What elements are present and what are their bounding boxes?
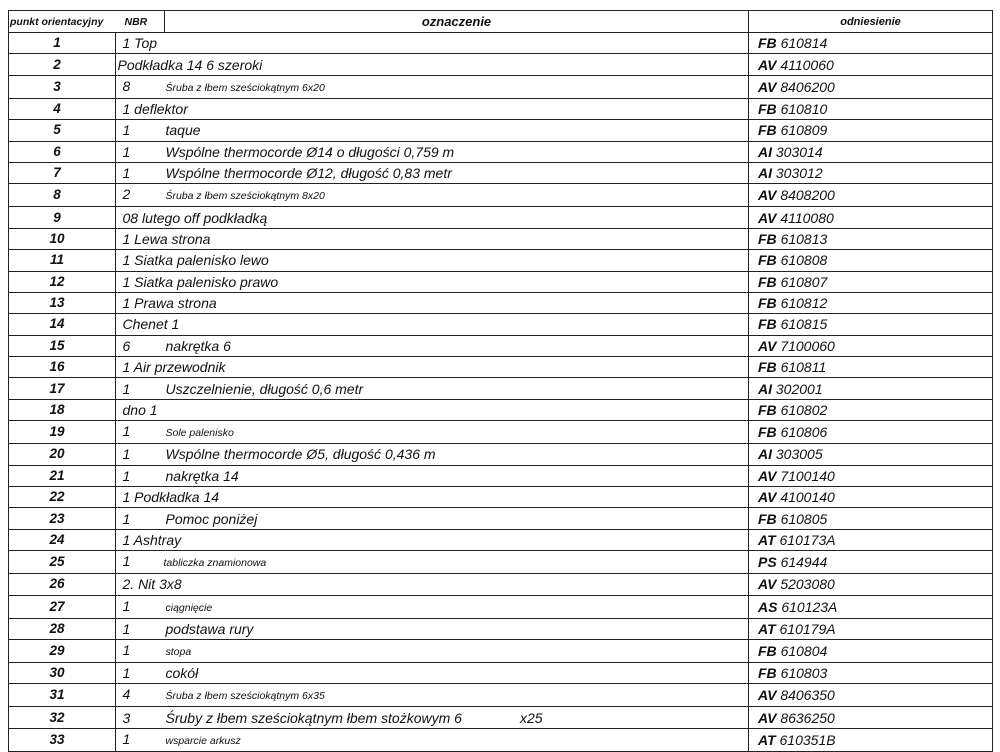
row-designation xyxy=(123,444,707,464)
row-point: 25 xyxy=(9,551,116,574)
header-designation: oznaczenie xyxy=(165,11,749,33)
row-reference xyxy=(749,184,993,207)
row-point: 11 xyxy=(9,250,116,271)
row-point: 3 xyxy=(9,75,116,98)
reference-code: 610810 xyxy=(780,100,828,117)
row-point: 2 xyxy=(9,54,116,75)
row-point: 33 xyxy=(9,728,116,751)
row-nbr: 1 Top xyxy=(122,35,158,52)
row-designation xyxy=(123,400,707,420)
row-point: 10 xyxy=(9,228,116,249)
row-designation-cell xyxy=(122,639,749,662)
table-row xyxy=(9,75,993,98)
row-designation-cell xyxy=(122,508,749,529)
row-designation xyxy=(123,596,707,618)
reference-code: 303005 xyxy=(775,446,823,463)
row-nbr: 1 xyxy=(122,165,131,182)
table-row xyxy=(9,728,993,751)
row-designation xyxy=(123,684,707,706)
table-row xyxy=(9,595,993,618)
reference-prefix: FB xyxy=(758,230,777,247)
row-designation xyxy=(123,640,707,662)
row-designation xyxy=(123,33,707,53)
table-row xyxy=(9,551,993,574)
reference-prefix: FB xyxy=(758,316,777,333)
row-designation xyxy=(123,357,707,377)
reference-prefix: FB xyxy=(758,642,777,659)
row-designation-cell xyxy=(122,33,749,54)
row-point: 17 xyxy=(9,378,116,399)
row-label-extra: x25 xyxy=(519,709,543,726)
table-row xyxy=(9,207,993,228)
row-nbr: 1 xyxy=(122,641,131,658)
row-point: 1 xyxy=(9,33,116,54)
row-designation-cell xyxy=(117,54,749,75)
row-designation-cell xyxy=(122,707,749,728)
reference-code: 610814 xyxy=(780,35,828,52)
reference-code: 610809 xyxy=(780,122,828,139)
reference-prefix: AV xyxy=(758,467,777,484)
reference-prefix: AV xyxy=(758,187,777,204)
row-point: 19 xyxy=(9,421,116,444)
table-row xyxy=(9,684,993,707)
row-nbr: 1 xyxy=(122,553,131,570)
row-designation-cell xyxy=(122,250,749,271)
table-row xyxy=(9,271,993,292)
reference-prefix: AV xyxy=(758,337,777,354)
row-nbr: 6 xyxy=(122,337,131,354)
table-row xyxy=(9,707,993,728)
row-nbr: 1 xyxy=(122,620,131,637)
row-reference xyxy=(749,292,993,313)
row-designation xyxy=(123,76,707,98)
reference-code: 4110080 xyxy=(780,209,834,226)
row-designation xyxy=(123,487,707,507)
table-row xyxy=(9,250,993,271)
row-nbr: 3 xyxy=(122,709,131,726)
reference-prefix: AS xyxy=(758,598,778,615)
row-point: 14 xyxy=(9,314,116,335)
reference-code: 610173A xyxy=(779,532,836,548)
reference-code: 610351B xyxy=(779,731,836,748)
reference-code: 610811 xyxy=(780,359,827,376)
reference-code: 8408200 xyxy=(780,187,835,204)
row-reference xyxy=(749,618,993,639)
row-point: 4 xyxy=(9,98,116,119)
reference-code: 610123A xyxy=(781,598,838,615)
row-designation xyxy=(123,208,707,228)
row-point: 6 xyxy=(9,141,116,162)
row-nbr: 1 xyxy=(122,143,131,160)
table-row xyxy=(9,508,993,529)
row-designation-cell xyxy=(122,444,749,465)
table-row xyxy=(9,487,993,508)
row-point: 9 xyxy=(9,207,116,228)
row-designation-cell xyxy=(122,662,749,683)
row-designation-cell xyxy=(122,728,749,751)
row-designation-cell xyxy=(122,595,749,618)
row-reference xyxy=(749,444,993,465)
row-designation xyxy=(123,708,707,728)
reference-prefix: AV xyxy=(758,209,777,226)
reference-prefix: PS xyxy=(758,554,777,571)
row-point: 28 xyxy=(9,618,116,639)
row-nbr: 1 xyxy=(122,446,131,463)
row-designation xyxy=(123,379,707,399)
row-designation-cell xyxy=(122,162,749,183)
row-designation-cell xyxy=(122,141,749,162)
row-designation xyxy=(123,729,707,751)
row-designation-cell xyxy=(122,271,749,292)
row-nbr: 1 Siatka palenisko lewo xyxy=(122,252,269,269)
table-row xyxy=(9,378,993,399)
row-label: podstawa rury xyxy=(165,620,254,637)
reference-code: 4110060 xyxy=(780,56,834,73)
reference-prefix: FB xyxy=(758,510,777,527)
row-label: ciągnięcie xyxy=(165,601,213,614)
row-label: Śruby z łbem sześciokątnym łbem stożkowym 6 xyxy=(165,709,462,726)
row-reference xyxy=(749,574,993,595)
row-reference xyxy=(749,595,993,618)
table-row xyxy=(9,639,993,662)
row-point: 8 xyxy=(9,184,116,207)
row-point: 12 xyxy=(9,271,116,292)
reference-code: 610803 xyxy=(780,665,828,682)
row-designation xyxy=(123,250,707,270)
table-row xyxy=(9,120,993,141)
reference-prefix: FB xyxy=(758,359,777,376)
reference-prefix: AT xyxy=(758,731,776,748)
row-nbr: 1 Podkładka 14 xyxy=(122,489,220,506)
reference-code: 610815 xyxy=(780,316,828,333)
row-reference xyxy=(749,707,993,728)
row-point: 15 xyxy=(9,335,116,356)
row-reference xyxy=(749,487,993,508)
reference-code: 610808 xyxy=(780,252,828,269)
reference-code: 610802 xyxy=(780,402,828,419)
row-designation-cell xyxy=(122,335,749,356)
row-designation-cell xyxy=(122,487,749,508)
row-nbr: 1 xyxy=(122,467,131,484)
row-label: Wspólne thermocorde Ø5, długość 0,436 m xyxy=(165,446,436,463)
table-row xyxy=(9,421,993,444)
reference-prefix: FB xyxy=(758,35,777,52)
row-reference xyxy=(749,639,993,662)
row-reference xyxy=(749,551,993,574)
row-point: 27 xyxy=(9,595,116,618)
row-reference xyxy=(749,98,993,119)
table-row xyxy=(9,162,993,183)
row-nbr: 1 Ashtray xyxy=(122,532,182,548)
row-designation xyxy=(123,663,707,683)
row-point: 29 xyxy=(9,639,116,662)
reference-code: 302001 xyxy=(775,380,823,397)
row-nbr: 1 xyxy=(122,380,131,397)
row-reference xyxy=(749,75,993,98)
table-row xyxy=(9,618,993,639)
row-designation-cell xyxy=(122,357,749,378)
table-row xyxy=(9,314,993,335)
row-point: 20 xyxy=(9,444,116,465)
reference-code: 610812 xyxy=(780,295,828,312)
row-label: Śruba z łbem sześciokątnym 6x35 xyxy=(165,690,325,703)
reference-code: 610179A xyxy=(779,620,836,637)
row-label: Wspólne thermocorde Ø12, długość 0,83 metr xyxy=(165,165,452,182)
row-designation xyxy=(123,99,707,119)
row-designation xyxy=(123,293,707,313)
row-designation xyxy=(123,184,707,206)
row-nbr: 1 xyxy=(122,665,131,682)
row-point: 24 xyxy=(9,529,116,550)
table-row xyxy=(9,184,993,207)
header-row xyxy=(9,11,993,33)
row-reference xyxy=(749,141,993,162)
table-body xyxy=(9,33,993,752)
reference-prefix: FB xyxy=(758,424,777,441)
reference-prefix: FB xyxy=(758,252,777,269)
row-designation-cell xyxy=(122,98,749,119)
reference-prefix: FB xyxy=(758,402,777,419)
reference-code: 610806 xyxy=(780,424,828,441)
table-row xyxy=(9,662,993,683)
row-designation xyxy=(123,336,707,356)
reference-code: 7100060 xyxy=(780,337,835,354)
reference-prefix: AV xyxy=(758,489,777,506)
reference-code: 610807 xyxy=(780,273,828,290)
row-designation-cell xyxy=(122,207,749,228)
row-reference xyxy=(749,662,993,683)
reference-prefix: AI xyxy=(758,165,772,182)
row-point: 30 xyxy=(9,662,116,683)
row-reference xyxy=(749,54,993,75)
row-label: cokół xyxy=(165,665,199,682)
table-row xyxy=(9,574,993,595)
reference-prefix: FB xyxy=(758,100,777,117)
row-label: wsparcie arkusz xyxy=(165,734,241,747)
row-designation-cell xyxy=(122,529,749,550)
row-reference xyxy=(749,357,993,378)
table-header xyxy=(9,11,993,33)
row-nbr: 1 Lewa strona xyxy=(122,230,211,247)
row-designation xyxy=(123,574,707,594)
reference-code: 8636250 xyxy=(780,709,835,726)
row-nbr: 2. Nit 3x8 xyxy=(122,576,182,593)
row-designation xyxy=(123,229,707,249)
row-designation xyxy=(123,466,707,486)
row-point: 26 xyxy=(9,574,116,595)
reference-prefix: AT xyxy=(758,620,776,637)
table-row xyxy=(9,292,993,313)
row-designation xyxy=(123,120,707,140)
reference-code: 610813 xyxy=(780,230,828,247)
row-nbr: 08 lutego off podkładką xyxy=(122,209,268,226)
reference-prefix: FB xyxy=(758,273,777,290)
row-nbr: 1 deflektor xyxy=(122,100,188,117)
table-row xyxy=(9,54,993,75)
reference-prefix: FB xyxy=(758,665,777,682)
row-nbr: 1 Air przewodnik xyxy=(122,359,226,376)
row-point: 23 xyxy=(9,508,116,529)
row-reference xyxy=(749,162,993,183)
row-reference xyxy=(749,271,993,292)
row-nbr: 1 xyxy=(122,423,131,440)
header-reference: odniesienie xyxy=(749,11,993,33)
row-point: 18 xyxy=(9,399,116,420)
row-point: 7 xyxy=(9,162,116,183)
reference-prefix: AV xyxy=(758,56,777,73)
row-reference xyxy=(749,421,993,444)
table-row xyxy=(9,228,993,249)
reference-code: 610804 xyxy=(780,642,828,659)
row-label: Śruba z łbem sześciokątnym 6x20 xyxy=(165,81,325,94)
row-designation-cell xyxy=(122,684,749,707)
reference-prefix: AI xyxy=(758,380,772,397)
row-reference xyxy=(749,33,993,54)
header-point: punkt orientacyjny xyxy=(9,11,116,33)
table-row xyxy=(9,98,993,119)
row-label: Śruba z łbem sześciokątnym 8x20 xyxy=(165,190,325,203)
reference-code: 5203080 xyxy=(780,576,835,593)
row-reference xyxy=(749,228,993,249)
table-row xyxy=(9,465,993,486)
row-designation-cell xyxy=(122,618,749,639)
reference-prefix: FB xyxy=(758,295,777,312)
reference-prefix: AV xyxy=(758,709,777,726)
reference-code: 8406200 xyxy=(780,78,835,95)
row-designation-cell xyxy=(122,314,749,335)
table-row xyxy=(9,33,993,54)
row-point: 22 xyxy=(9,487,116,508)
reference-code: 8406350 xyxy=(780,687,835,704)
reference-prefix: AV xyxy=(758,687,777,704)
row-reference xyxy=(749,728,993,751)
row-designation-cell xyxy=(122,228,749,249)
row-designation xyxy=(123,272,707,292)
row-point: 16 xyxy=(9,357,116,378)
table-row xyxy=(9,529,993,550)
reference-prefix: AI xyxy=(758,143,772,160)
row-designation-cell xyxy=(122,551,749,574)
row-designation-cell xyxy=(122,421,749,444)
header-nbr: NBR xyxy=(116,11,165,33)
reference-code: 614944 xyxy=(780,554,828,571)
row-nbr: 2 xyxy=(122,186,131,203)
row-designation xyxy=(118,55,702,75)
row-label: Sole palenisko xyxy=(165,427,234,440)
row-designation-cell xyxy=(122,184,749,207)
row-nbr: 8 xyxy=(122,77,131,94)
table-row xyxy=(9,444,993,465)
row-designation-cell xyxy=(122,378,749,399)
parts-list-sheet xyxy=(8,10,992,752)
table-row xyxy=(9,357,993,378)
row-nbr: dno 1 xyxy=(122,402,158,419)
row-point: 32 xyxy=(9,707,116,728)
row-reference xyxy=(749,508,993,529)
row-label: nakrętka 6 xyxy=(165,337,231,354)
row-point: 5 xyxy=(9,120,116,141)
row-label: tabliczka znamionowa xyxy=(163,557,267,570)
row-label: Wspólne thermocorde Ø14 o długości 0,759 m xyxy=(165,143,455,160)
row-label: Uszczelnienie, długość 0,6 metr xyxy=(165,380,364,397)
row-nbr: 1 xyxy=(122,122,131,139)
row-reference xyxy=(749,207,993,228)
row-nbr: 1 xyxy=(122,597,131,614)
row-nbr: 1 xyxy=(122,510,131,527)
row-point: 13 xyxy=(9,292,116,313)
row-designation-cell xyxy=(122,75,749,98)
table-row xyxy=(9,399,993,420)
reference-code: 610805 xyxy=(780,510,828,527)
row-point: 31 xyxy=(9,684,116,707)
row-designation xyxy=(123,551,707,573)
row-nbr: 1 Siatka palenisko prawo xyxy=(122,273,279,290)
row-designation xyxy=(123,163,707,183)
row-nbr: Podkładka 14 6 szeroki xyxy=(117,56,263,73)
row-nbr: 1 Prawa strona xyxy=(122,295,217,312)
row-designation xyxy=(123,142,707,162)
row-reference xyxy=(749,335,993,356)
row-reference xyxy=(749,250,993,271)
row-reference xyxy=(749,684,993,707)
row-label: taque xyxy=(165,122,201,139)
row-point: 21 xyxy=(9,465,116,486)
reference-prefix: AT xyxy=(758,532,776,548)
reference-prefix: FB xyxy=(758,122,777,139)
row-label: stopa xyxy=(165,645,192,658)
reference-prefix: AV xyxy=(758,576,777,593)
row-nbr: 1 xyxy=(122,730,131,747)
row-designation-cell xyxy=(122,292,749,313)
row-label: nakrętka 14 xyxy=(165,467,239,484)
reference-code: 7100140 xyxy=(780,467,835,484)
reference-code: 303012 xyxy=(775,165,823,182)
row-designation xyxy=(123,619,707,639)
row-designation xyxy=(123,421,707,443)
row-reference xyxy=(749,399,993,420)
row-reference xyxy=(749,378,993,399)
reference-prefix: AV xyxy=(758,78,777,95)
row-designation xyxy=(123,314,707,334)
row-reference xyxy=(749,465,993,486)
parts-table xyxy=(8,10,993,752)
row-designation-cell xyxy=(122,574,749,595)
reference-code: 303014 xyxy=(775,143,823,160)
table-row xyxy=(9,141,993,162)
row-designation-cell xyxy=(122,399,749,420)
row-nbr: 4 xyxy=(122,686,131,703)
row-designation xyxy=(123,530,707,550)
row-designation-cell xyxy=(122,465,749,486)
row-reference xyxy=(749,120,993,141)
reference-code: 4100140 xyxy=(780,489,835,506)
table-row xyxy=(9,335,993,356)
row-nbr: Chenet 1 xyxy=(122,316,180,333)
row-label: Pomoc poniżej xyxy=(165,510,258,527)
row-reference xyxy=(749,314,993,335)
reference-prefix: AI xyxy=(758,446,772,463)
row-reference xyxy=(749,529,993,550)
row-designation xyxy=(123,509,707,529)
row-designation-cell xyxy=(122,120,749,141)
